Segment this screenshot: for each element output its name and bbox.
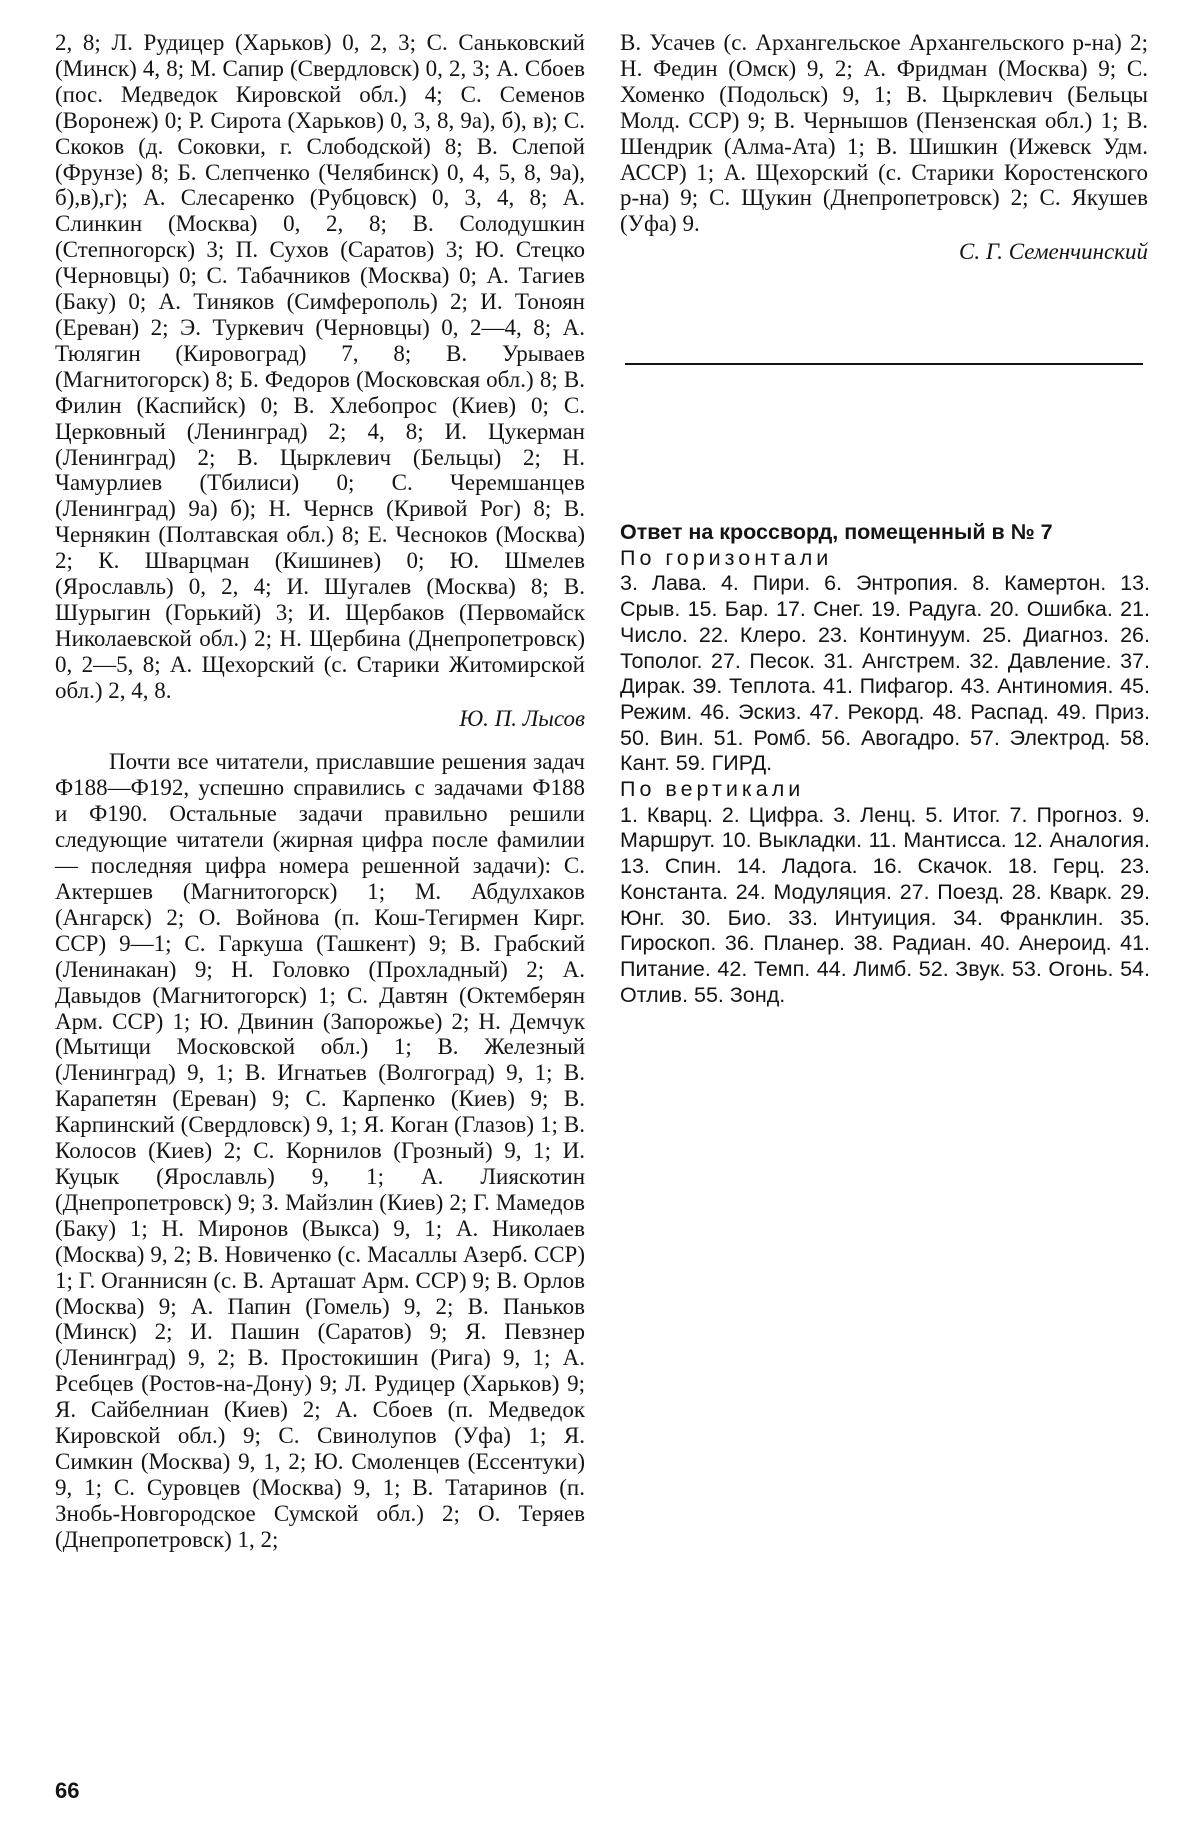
horizontal-answers: 3. Лава. 4. Пири. 6. Энтропия. 8. Камертон. 13. Срыв. 15. Бар. 17. Снег. 19. Радуга. 20. Ошибка. 21. Число. 22. Клеро. 23. Континуум. 25. Диагноз. 26. Тополог. 27. Песок. 31. Ангстрем. 32. Давление. 37. Дирак. 39. Теплота. 41. Пифагор. 43. Антиномия. 45. Режим. 46. Эскиз. 47. Рекорд. 48. Распад. 49. Приз. 50. Вин. 51. Ромб. 56. Авогадро. 57. Электрод. 58. Кант. 59. ГИРД. [620,571,1150,776]
page-number: 66 [55,1778,80,1803]
crossword-heading: Ответ на кроссворд, помещенный в № 7 [620,520,1053,544]
vertical-answers: 1. Кварц. 2. Цифра. 3. Ленц. 5. Итог. 7. Прогноз. 9. Маршрут. 10. Выкладки. 11. Мантисса. 12. Аналогия. 13. Спин. 14. Ладога. 16. Скачок. 18. Герц. 23. Константа. 24. Модуляция. 27. Поезд. 28. Кварк. 29. Юнг. 30. Био. 33. Интуиция. 34. Франклин. 35. Гироскоп. 36. Планер. 38. Радиан. 40. Анероид. 41. Питание. 42. Темп. 44. Лимб. 52. Звук. 53. Огонь. 54. Отлив. 55. Зонд. [620,802,1150,1007]
vertical-label: По вертикали [620,777,805,802]
signature-lysov: Ю. П. Лысов [459,705,585,731]
solvers-intro-paragraph: Почти все читатели, приславшие решения задач Ф188—Ф192, успешно справились с задачами Ф188 и Ф190. Остальные задачи правильно решили следующие читатели (жирная цифра после фамилии — последняя цифра номера решенной задачи): С. Актершев (Магнитогорск) 1; М. Абдулхаков (Ангарск) 2; О. Войнова (п. Кош-Тегирмен Кирг. ССР) 9—1; С. Гаркуша (Ташкент) 9; В. Грабский (Ленинакан) 9; Н. Головко (Прохладный) 2; А. Давыдов (Магнитогорск) 1; С. Давтян (Октемберян Арм. ССР) 1; Ю. Двинин (Запорожье) 2; Н. Демчук (Мытищи Московской обл.) 1; В. Железный (Ленинград) 9, 1; В. Игнатьев (Волгоград) 9, 1; В. Карапетян (Ереван) 9; С. Карпенко (Киев) 9; В. Карпинский (Свердловск) 9, 1; Я. Коган (Глазов) 1; В. Колосов (Киев) 2; С. Корнилов (Грозный) 9, 1; И. Куцык (Ярославль) 9, 1; А. Лияскотин (Днепропетровск) 9; З. Майзлин (Киев) 2; Г. Мамедов (Баку) 1; Н. Миронов (Выкса) 9, 1; А. Николаев (Москва) 9, 2; В. Новиченко (с. Масаллы Азерб. ССР) 1; Г. Оганнисян (с. В. Арташат Арм. ССР) 9; В. Орлов (Москва) 9; А. Папин (Гомель) 9, 2; В. Паньков (Минск) 2; И. Пашин (Саратов) 9; Я. Певзнер (Ленинград) 9, 2; В. Простокишин (Рига) 9, 1; А. Рсебцев (Ростов-на-Дону) 9; Л. Рудицер (Харьков) 9; Я. Сайбелниан (Киев) 2; А. Сбоев (п. Медведок Кировской обл.) 9; С. Свинолупов (Уфа) 1; Я. Симкин (Москва) 9, 1, 2; Ю. Смоленцев (Ессентуки) 9, 1; С. Суровцев (Москва) 9, 1; В. Татаринов (п. Знобь-Новгородское Сумской обл.) 2; О. Теряев (Днепропетровск) 1, 2; [55,749,585,1552]
solvers-list-end: В. Усачев (с. Архангельское Архангельского р-на) 2; Н. Федин (Омск) 9, 2; А. Фридман (Москва) 9; С. Хоменко (Подольск) 9, 1; В. Цырклевич (Бельцы Молд. ССР) 9; В. Чернышов (Пензенская обл.) 1; В. Шендрик (Алма-Ата) 1; В. Шишкин (Ижевск Удм. АССР) 1; А. Щехорский (с. Старики Коростенского р-на) 9; С. Щукин (Днепропетровск) 2; С. Якушев (Уфа) 9. [620,30,1148,237]
crossword-answers [620,520,1150,1008]
horizontal-label: По горизонтали [620,545,833,570]
left-column [55,30,585,1553]
signature-semenchinsky: С. Г. Семенчинский [959,239,1148,265]
section-divider [625,363,1143,365]
solvers-list-continued: 2, 8; Л. Рудицер (Харьков) 0, 2, 3; С. Саньковский (Минск) 4, 8; М. Сапир (Свердловск) 0, 2, 3; А. Сбоев (пос. Медведок Кировской обл.) 4; С. Семенов (Воронеж) 0; Р. Сирота (Харьков) 0, 3, 8, 9а), б), в); С. Скоков (д. Соковки, г. Слободской) 8; В. Слепой (Фрунзе) 8; Б. Слепченко (Челябинск) 0, 4, 5, 8, 9а), б),в),г); А. Слесаренко (Рубцовск) 0, 3, 4, 8; А. Слинкин (Москва) 0, 2, 8; В. Солодушкин (Степногорск) 3; П. Сухов (Саратов) 3; Ю. Стецко (Черновцы) 0; С. Табачников (Москва) 0; А. Тагиев (Баку) 0; А. Тиняков (Симферополь) 2; И. Тоноян (Ереван) 2; Э. Туркевич (Черновцы) 0, 2—4, 8; А. Тюлягин (Кировоград) 7, 8; В. Урываев (Магнитогорск) 8; Б. Федоров (Московская обл.) 8; В. Филин (Каспийск) 0; В. Хлебопрос (Киев) 0; С. Церковный (Ленинград) 2; 4, 8; И. Цукерман (Ленинград) 2; В. Цырклевич (Бельцы) 2; Н. Чамурлиев (Тбилиси) 0; С. Черемшанцев (Ленинград) 9а) б); Н. Чернсв (Кривой Рог) 8; В. Чернякин (Полтавская обл.) 8; Е. Чесноков (Москва) 2; К. Шварцман (Кишинев) 0; Ю. Шмелев (Ярославль) 0, 2, 4; И. Шугалев (Москва) 8; В. Шурыгин (Горький) 3; И. Щербаков (Первомайск Николаевской обл.) 2; Н. Щербина (Днепропетровск) 0, 2—5, 8; А. Щехорский (с. Старики Житомирской обл.) 2, 4, 8. [55,30,585,703]
right-column [620,30,1148,265]
